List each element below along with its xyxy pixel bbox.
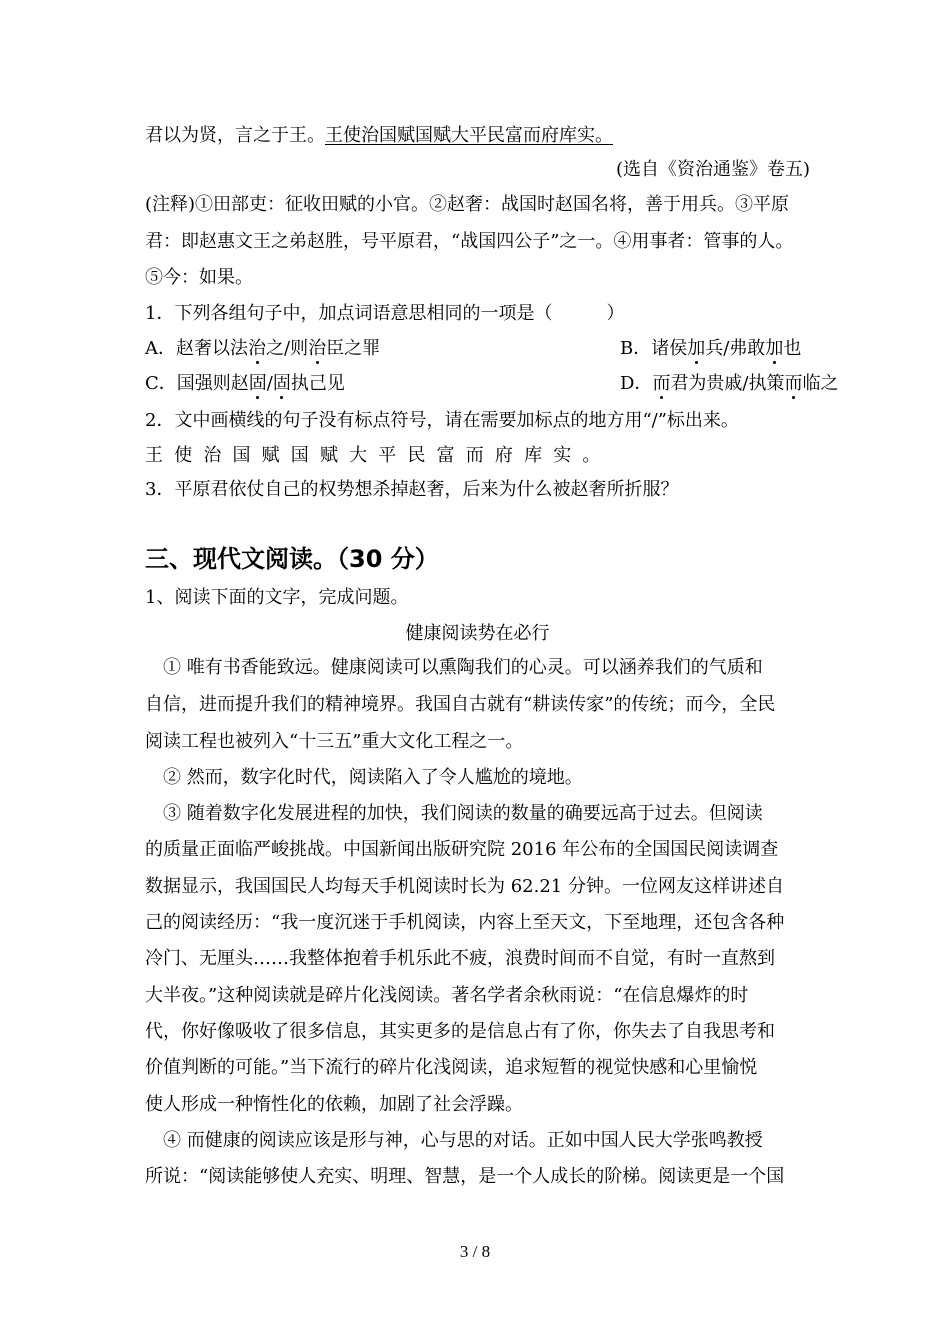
article-line: 使人形成一种惰性化的依赖，加剧了社会浮躁。 bbox=[145, 1094, 523, 1115]
option-c-pre: C．国强则赵 bbox=[145, 373, 249, 394]
article-line: 代，你好像吸收了很多信息，其实更多的是信息占有了你，你失去了自我思考和 bbox=[145, 1021, 775, 1042]
question-3-stem: 3．平原君依仗自己的权势想杀掉赵奢，后来为什么被赵奢所折服？ bbox=[145, 479, 679, 500]
option-a-mid: 之/则 bbox=[266, 338, 309, 359]
section-heading: 三、现代文阅读。（30 分） bbox=[145, 545, 439, 573]
option-d-dotted-word-2: 而 bbox=[784, 373, 803, 394]
notes-line-1: (注释)①田部吏：征收田赋的小官。②赵奢：战国时赵国名将，善于用兵。③平原 bbox=[145, 194, 790, 215]
source-citation: (选自《资治通鉴》卷五) bbox=[615, 159, 810, 180]
option-c-dotted-word-1: 固 bbox=[248, 373, 267, 394]
option-a-post: 臣之罪 bbox=[326, 338, 381, 359]
notes-line-3: ⑤今：如果。 bbox=[145, 267, 253, 288]
option-d bbox=[620, 372, 839, 396]
option-c-dotted-word-2: 固 bbox=[272, 373, 291, 394]
article-title: 健康阅读势在必行 bbox=[405, 623, 550, 644]
page-number: 3 / 8 bbox=[459, 1242, 491, 1261]
option-b-post: 也 bbox=[783, 338, 802, 359]
option-a-dotted-word-1: 治 bbox=[248, 338, 266, 359]
option-a-pre: A．赵奢以法 bbox=[145, 338, 248, 359]
option-d-post: 临之 bbox=[802, 373, 839, 394]
article-line: ③ 随着数字化发展进程的加快，我们阅读的数量的确要远高于过去。但阅读 bbox=[145, 803, 763, 824]
section-instruction: 1、阅读下面的文字，完成问题。 bbox=[145, 587, 409, 608]
underlined-sentence: 王使治国赋国赋大平民富而府库实。 bbox=[325, 125, 613, 146]
option-c-post: 执己见 bbox=[290, 373, 345, 394]
article-line: ① 唯有书香能致远。健康阅读可以熏陶我们的心灵。可以涵养我们的气质和 bbox=[145, 657, 763, 678]
article-line: 自信，进而提升我们的精神境界。我国自古就有“耕读传家”的传统；而今，全民 bbox=[145, 694, 776, 715]
article-line: ② 然而，数字化时代，阅读陷入了令人尴尬的境地。 bbox=[145, 767, 583, 788]
article-line: 价值判断的可能。”当下流行的碎片化浅阅读，追求短暂的视觉快感和心里愉悦 bbox=[145, 1057, 758, 1078]
question-2-stem: 2．文中画横线的句子没有标点符号，请在需要加标点的地方用“/”标出来。 bbox=[145, 410, 739, 431]
passage-last-line bbox=[145, 124, 810, 148]
article-line: 所说：“阅读能够使人充实、明理、智慧，是一个人成长的阶梯。阅读更是一个国 bbox=[145, 1166, 785, 1187]
passage-text: 君以为贤，言之于王。 bbox=[145, 125, 325, 146]
option-b bbox=[620, 337, 801, 361]
question-1-options-row-1 bbox=[145, 337, 810, 361]
option-b-mid: 兵/弗敢 bbox=[705, 338, 766, 359]
article-line: 大半夜。”这种阅读就是碎片化浅阅读。著名学者余秋雨说：“在信息爆炸的时 bbox=[145, 985, 749, 1006]
question-1-options-row-2 bbox=[145, 372, 839, 396]
option-b-dotted-word-1: 加 bbox=[687, 338, 706, 359]
option-d-mid: 君为贵戚/执策 bbox=[670, 373, 785, 394]
article-line: 阅读工程也被列入“十三五”重大文化工程之一。 bbox=[145, 731, 524, 752]
option-c bbox=[145, 373, 345, 394]
article-line: 数据显示，我国国民人均每天手机阅读时长为 62.21 分钟。一位网友这样讲述自 bbox=[145, 876, 784, 897]
option-d-dotted-word-1: 而 bbox=[652, 373, 671, 394]
question-1-stem: 1．下列各组句子中，加点词语意思相同的一项是（ ） bbox=[145, 303, 625, 324]
notes-line-2: 君：即赵惠文王之弟赵胜，号平原君，“战国四公子”之一。④用事者：管事的人。 bbox=[145, 231, 794, 252]
article-line: ④ 而健康的阅读应该是形与神，心与思的对话。正如中国人民大学张鸣教授 bbox=[145, 1130, 763, 1151]
option-c-mid: / bbox=[266, 373, 273, 394]
option-b-pre: B．诸侯 bbox=[620, 338, 688, 359]
article-line: 冷门、无厘头……我整体抱着手机乐此不疲，浪费时间而不自觉，有时一直熬到 bbox=[145, 948, 775, 969]
option-b-dotted-word-2: 加 bbox=[765, 338, 784, 359]
option-d-pre: D． bbox=[620, 373, 653, 394]
option-a-dotted-word-2: 治 bbox=[308, 338, 327, 359]
option-a bbox=[145, 338, 380, 359]
article-line: 己的阅读经历：“我一度沉迷于手机阅读，内容上至天文，下至地理，还包含各种 bbox=[145, 912, 785, 933]
question-2-sentence: 王使治国赋国赋大平民富而府库实。 bbox=[145, 445, 612, 466]
article-line: 的质量正面临严峻挑战。中国新闻出版研究院 2016 年公布的全国国民阅读调查 bbox=[145, 839, 779, 860]
